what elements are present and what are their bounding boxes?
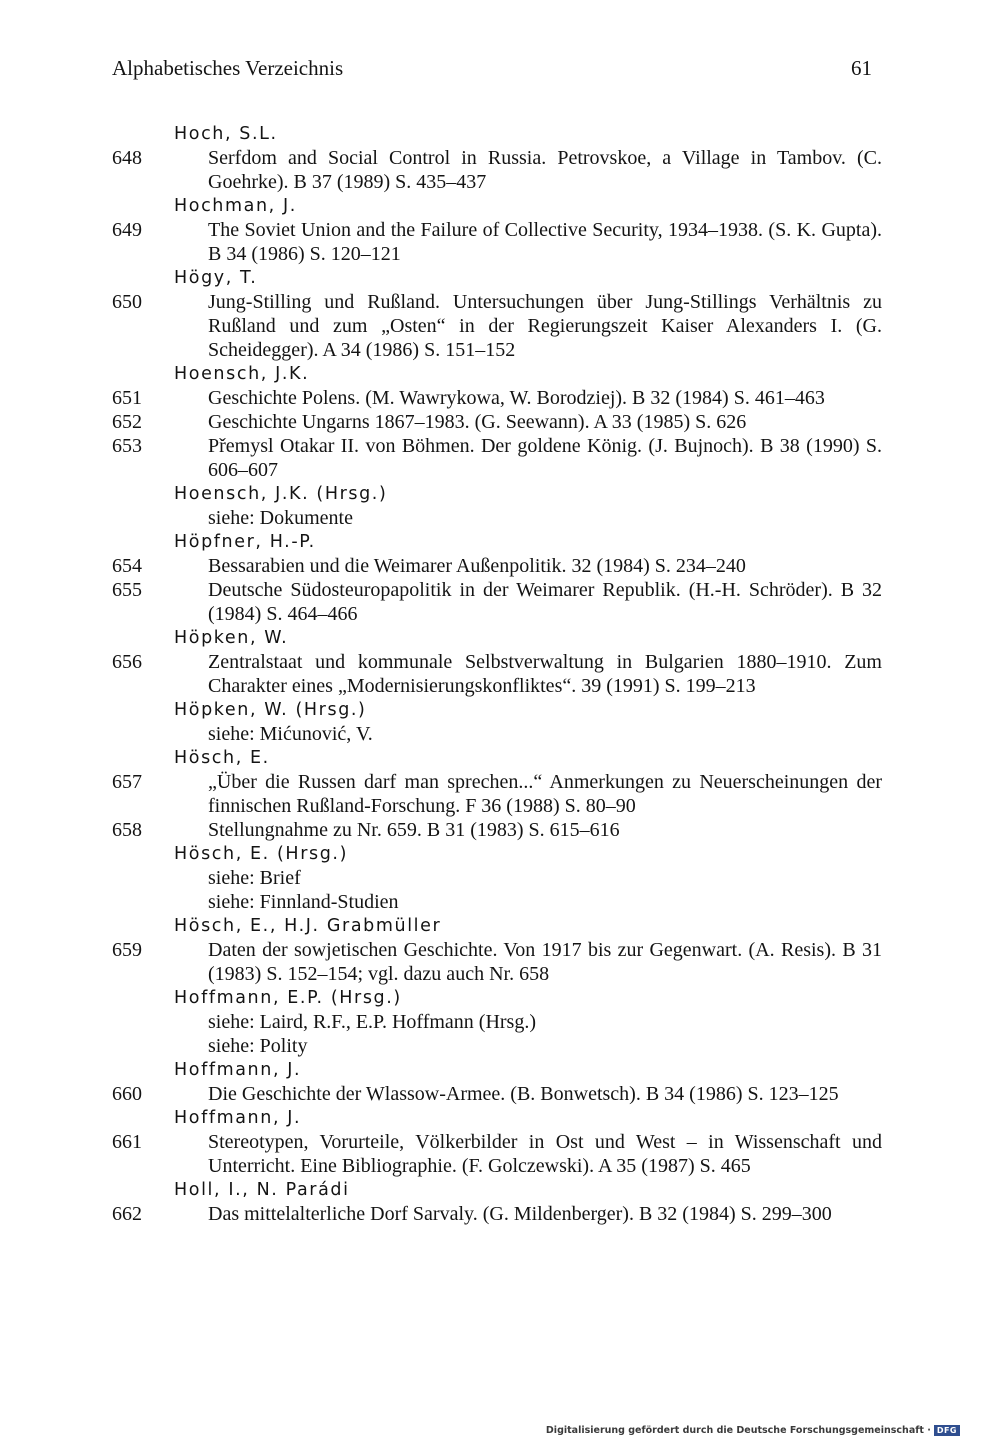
work-entry <box>112 386 882 410</box>
entry-text: Geschichte Ungarns 1867–1983. (G. Seewann). A 33 (1985) S. 626 <box>208 411 747 433</box>
entry-text: Bessarabien und die Weimarer Außenpolitik. 32 (1984) S. 234–240 <box>208 555 746 577</box>
author-heading: Höpken, W. (Hrsg.) <box>174 700 367 720</box>
entry-text: Die Geschichte der Wlassow-Armee. (B. Bonwetsch). B 34 (1986) S. 123–125 <box>208 1083 839 1105</box>
see-reference: siehe: Finnland-Studien <box>208 891 399 913</box>
page-header <box>112 56 872 86</box>
author-heading: Högy, T. <box>174 268 258 288</box>
work-entry <box>112 290 882 362</box>
entry-number: 649 <box>112 219 142 241</box>
entry-text: Stellungnahme zu Nr. 659. B 31 (1983) S. 615–616 <box>208 819 620 841</box>
entry-text: Serfdom and Social Control in Russia. Petrovskoe, a Village in Tambov. (C. Goehrke). B 37 (1989) S. 435–437 <box>208 147 882 193</box>
entry-number: 658 <box>112 819 142 841</box>
author-heading: Hösch, E. <box>174 748 270 768</box>
see-reference: siehe: Mićunović, V. <box>208 723 373 745</box>
work-entry <box>112 434 882 482</box>
work-entry <box>112 578 882 626</box>
author-heading: Holl, I., N. Parádi <box>174 1180 350 1200</box>
entry-text: Geschichte Polens. (M. Wawrykowa, W. Borodziej). B 32 (1984) S. 461–463 <box>208 387 825 409</box>
work-entry <box>112 818 882 842</box>
author-heading: Hösch, E. (Hrsg.) <box>174 844 349 864</box>
work-entry <box>112 218 882 266</box>
author-heading: Hoffmann, J. <box>174 1060 302 1080</box>
see-reference: siehe: Brief <box>208 867 301 889</box>
page-number: 61 <box>851 56 872 80</box>
work-entry <box>112 1202 882 1226</box>
entry-number: 650 <box>112 291 142 313</box>
author-heading: Höpfner, H.-P. <box>174 532 316 552</box>
author-heading: Hoffmann, E.P. (Hrsg.) <box>174 988 402 1008</box>
author-heading: Hochman, J. <box>174 196 297 216</box>
entry-number: 648 <box>112 147 142 169</box>
author-heading: Hoensch, J.K. <box>174 364 310 384</box>
entry-number: 653 <box>112 435 142 457</box>
entry-text: „Über die Russen darf man sprechen...“ Anmerkungen zu Neuerscheinungen der finnischen Rußland-Forschung. F 36 (1988) S. 80–90 <box>208 771 882 817</box>
work-entry <box>112 938 882 986</box>
entry-text: Jung-Stilling und Rußland. Untersuchungen über Jung-Stillings Verhältnis zu Rußland und zum „Osten“ in der Regierungszeit Kaiser Alexanders I. (G. Scheidegger). A 34 (1986) S. 151–152 <box>208 291 882 361</box>
work-entry <box>112 770 882 818</box>
entry-text: Deutsche Südosteuropapolitik in der Weimarer Republik. (H.-H. Schröder). B 32 (1984) S. 464–466 <box>208 579 882 625</box>
entry-number: 659 <box>112 939 142 961</box>
running-title: Alphabetisches Verzeichnis <box>112 56 344 80</box>
footer-text: Digitalisierung gefördert durch die Deutsche Forschungsgemeinschaft · <box>545 1425 931 1436</box>
author-heading: Hösch, E., H.J. Grabmüller <box>174 916 442 936</box>
entry-text: Stereotypen, Vorurteile, Völkerbilder in Ost und West – in Wissenschaft und Unterricht. Eine Bibliographie. (F. Golczewski). A 35 (1987) S. 465 <box>208 1131 882 1177</box>
work-entry <box>112 650 882 698</box>
work-entry <box>112 410 882 434</box>
entry-text: Daten der sowjetischen Geschichte. Von 1917 bis zur Gegenwart. (A. Resis). B 31 (1983) S. 152–154; vgl. dazu auch Nr. 658 <box>208 939 882 985</box>
author-heading: Hoffmann, J. <box>174 1108 302 1128</box>
entry-text: Zentralstaat und kommunale Selbstverwaltung in Bulgarien 1880–1910. Zum Charakter eines „Modernisierungskonfliktes“. 39 (1991) S. 199–213 <box>208 651 882 697</box>
entry-number: 651 <box>112 387 142 409</box>
footer-credit <box>546 1425 960 1436</box>
entry-number: 657 <box>112 771 142 793</box>
author-heading: Hoch, S.L. <box>174 124 278 144</box>
see-reference: siehe: Laird, R.F., E.P. Hoffmann (Hrsg.) <box>208 1011 536 1033</box>
work-entry <box>112 146 882 194</box>
entry-number: 660 <box>112 1083 142 1105</box>
author-heading: Höpken, W. <box>174 628 289 648</box>
author-heading: Hoensch, J.K. (Hrsg.) <box>174 484 388 504</box>
entry-number: 656 <box>112 651 142 673</box>
entry-number: 661 <box>112 1131 142 1153</box>
entry-text: Přemysl Otakar II. von Böhmen. Der goldene König. (J. Bujnoch). B 38 (1990) S. 606–607 <box>208 435 882 481</box>
entry-number: 654 <box>112 555 142 577</box>
entry-text: The Soviet Union and the Failure of Collective Security, 1934–1938. (S. K. Gupta). B 34 (1986) S. 120–121 <box>208 219 882 265</box>
dfg-logo: DFG <box>934 1425 960 1436</box>
see-reference: siehe: Polity <box>208 1035 308 1057</box>
entry-text: Das mittelalterliche Dorf Sarvaly. (G. Mildenberger). B 32 (1984) S. 299–300 <box>208 1203 832 1225</box>
entry-number: 662 <box>112 1203 142 1225</box>
entry-number: 652 <box>112 411 142 433</box>
work-entry <box>112 1082 882 1106</box>
entry-number: 655 <box>112 579 142 601</box>
see-reference: siehe: Dokumente <box>208 507 353 529</box>
work-entry <box>112 1130 882 1178</box>
work-entry <box>112 554 882 578</box>
index-entries <box>112 122 882 1226</box>
